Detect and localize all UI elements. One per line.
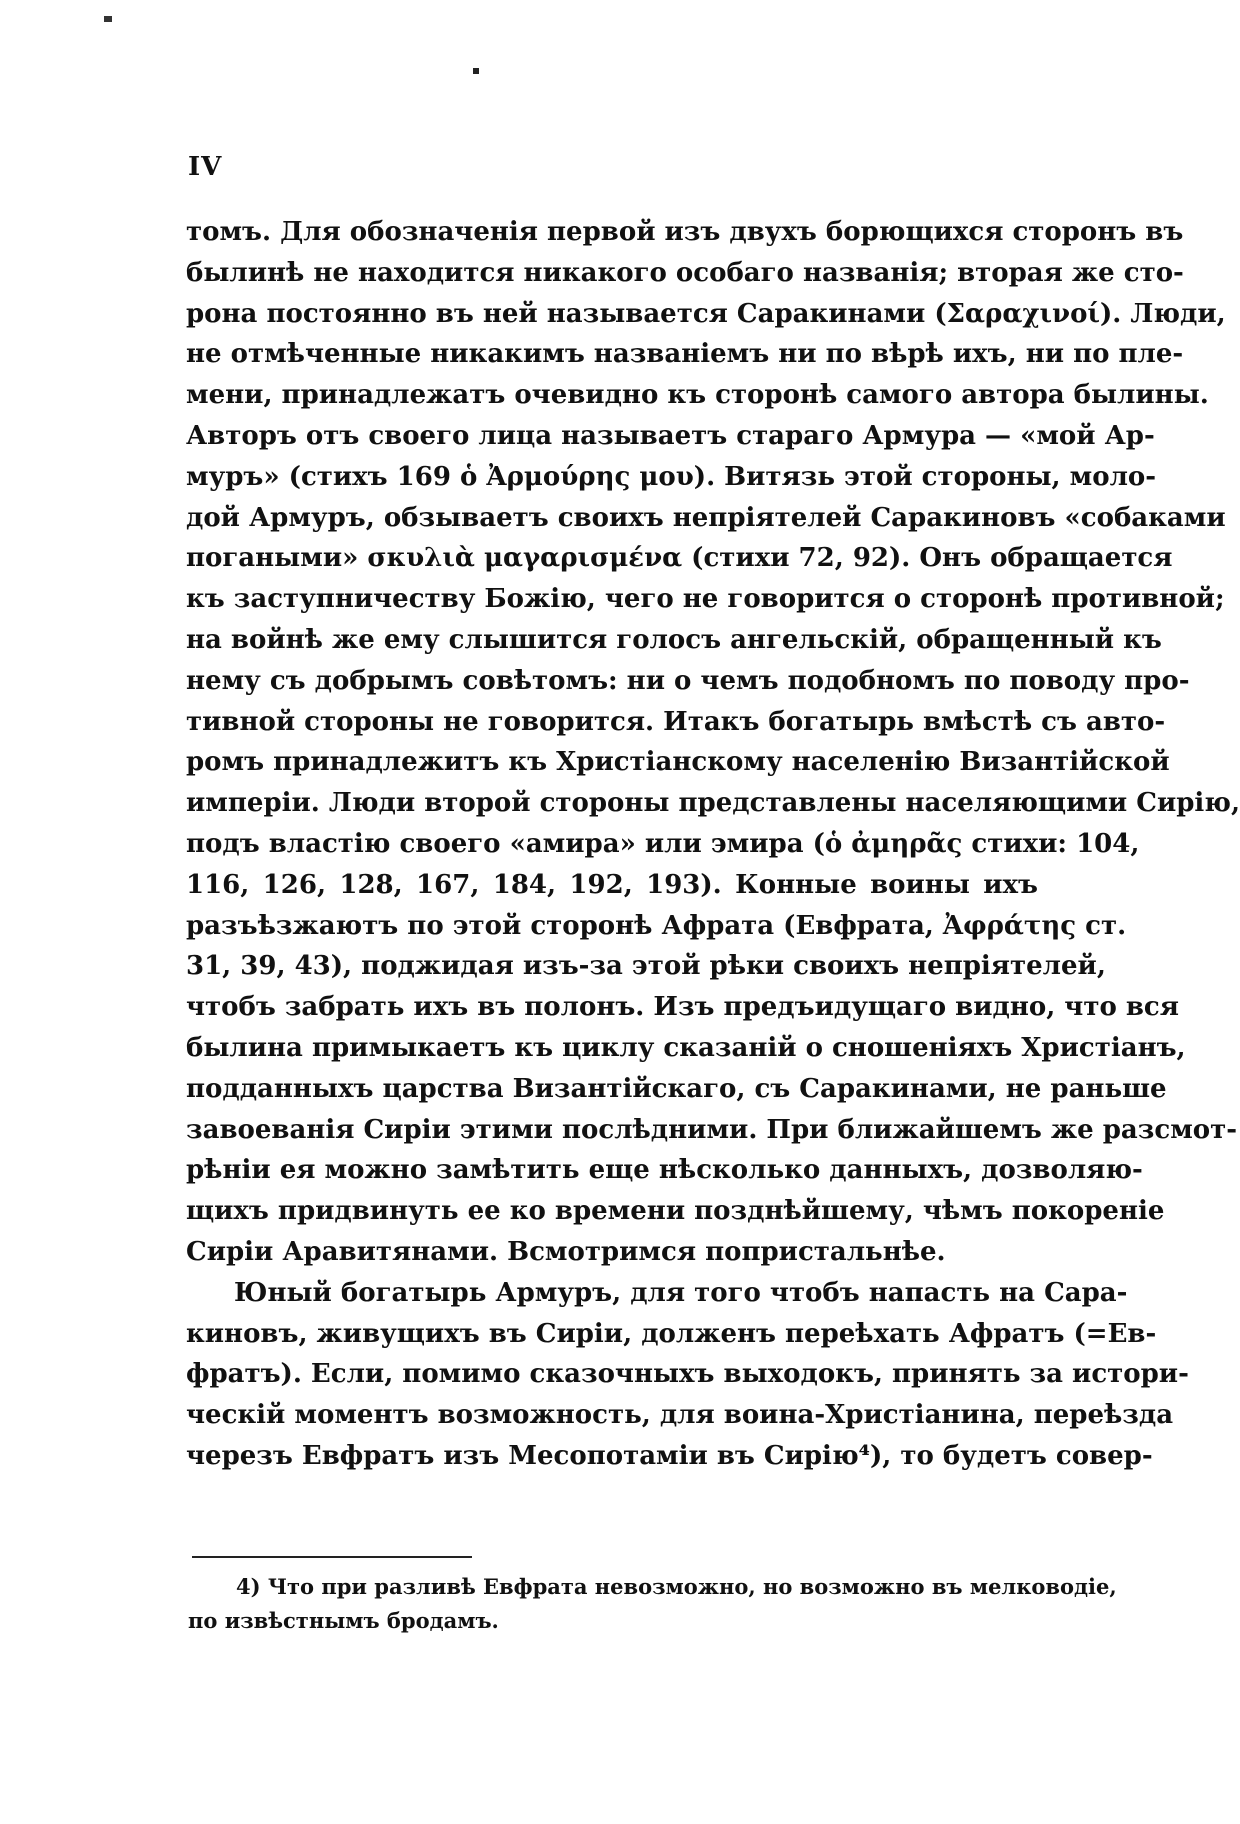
footnote-line: по извѣстнымъ бродамъ. (188, 1608, 499, 1633)
text-line: разъѣзжаютъ по этой сторонѣ Афрата (Евфрата, Ἀφράτης ст. (186, 910, 1127, 941)
scan-speck (104, 16, 112, 22)
text-line: рѣніи ея можно замѣтить еще нѣсколько данныхъ, дозволяю- (186, 1155, 1143, 1186)
text-line: чтобъ забрать ихъ въ полонъ. Изъ предъидущаго видно, что вся (186, 992, 1179, 1023)
text-line: дой Армуръ, обзываетъ своихъ непріятелей Саракиновъ «собаками (186, 502, 1226, 533)
text-line: рона постоянно въ ней называется Саракинами (Σαραχινοί). Люди, (186, 298, 1226, 329)
footnote (188, 1570, 1117, 1638)
text-line: на войнѣ же ему слышится голосъ ангельскій, обращенный къ (186, 624, 1162, 655)
scan-speck (473, 68, 479, 74)
text-line: Сиріи Аравитянами. Всмотримся попристальнѣе. (186, 1236, 946, 1267)
text-line: 31, 39, 43), поджидая изъ-за этой рѣки своихъ непріятелей, (186, 951, 1106, 982)
text-line: Авторъ отъ своего лица называетъ стараго Армура — «мой Ар- (186, 420, 1155, 451)
text-line: не отмѣченные никакимъ названіемъ ни по вѣрѣ ихъ, ни по пле- (186, 339, 1184, 370)
footnote-line: 4) Что при разливѣ Евфрата невозможно, но возможно въ мелководіе, (236, 1574, 1117, 1599)
text-line: томъ. Для обозначенія первой изъ двухъ борющихся сторонъ въ (186, 217, 1184, 247)
text-line: къ заступничеству Божію, чего не говорится о сторонѣ противной; (186, 584, 1225, 615)
body-text (186, 212, 1240, 1477)
text-line: щихъ придвинуть ее ко времени позднѣйшему, чѣмъ покореніе (186, 1196, 1165, 1227)
text-line: нему съ добрымъ совѣтомъ: ни о чемъ подобномъ по поводу про- (186, 665, 1190, 696)
text-line: подданныхъ царства Византійскаго, съ Саракинами, не раньше (186, 1073, 1167, 1104)
text-line: Юный богатырь Армуръ, для того чтобъ напасть на Сара- (234, 1277, 1128, 1308)
text-line: черезъ Евфратъ изъ Месопотаміи въ Сирію⁴), то будетъ совер- (186, 1440, 1153, 1471)
page-number: IV (188, 152, 223, 182)
text-line: ромъ принадлежитъ къ Христіанскому населенію Византійской (186, 747, 1170, 778)
text-line: погаными» σκυλιὰ μαγαρισμένα (стихи 72, 92). Онъ обращается (186, 543, 1173, 574)
text-line: былинѣ не находится никакого особаго названія; вторая же сто- (186, 257, 1184, 288)
text-line: тивной стороны не говорится. Итакъ богатырь вмѣстѣ съ авто- (186, 706, 1166, 737)
text-line: подъ властію своего «амира» или эмира (ὁ ἀμηρᾶς стихи: 104, (186, 828, 1140, 859)
text-line: завоеванія Сиріи этими послѣдними. При ближайшемъ же разсмот- (186, 1114, 1238, 1145)
text-line: имперіи. Люди второй стороны представлены населяющими Сирію, (186, 788, 1240, 819)
text-line: киновъ, живущихъ въ Сиріи, долженъ переѣхать Афратъ (=Ев- (186, 1318, 1157, 1349)
text-line: мени, принадлежатъ очевидно къ сторонѣ самого автора былины. (186, 380, 1209, 411)
footnote-divider (192, 1556, 472, 1558)
text-line: муръ» (стихъ 169 ὁ Ἀρμούρης μου). Витязь этой стороны, моло- (186, 461, 1157, 492)
text-line: фратъ). Если, помимо сказочныхъ выходокъ, принять за истори- (186, 1359, 1189, 1390)
text-line: былина примыкаетъ къ циклу сказаній о сношеніяхъ Христіанъ, (186, 1032, 1186, 1063)
text-line: 116, 126, 128, 167, 184, 192, 193). Конные воины ихъ (186, 869, 1038, 900)
text-line: ческій моментъ возможность, для воина-Христіанина, переѣзда (186, 1400, 1174, 1431)
